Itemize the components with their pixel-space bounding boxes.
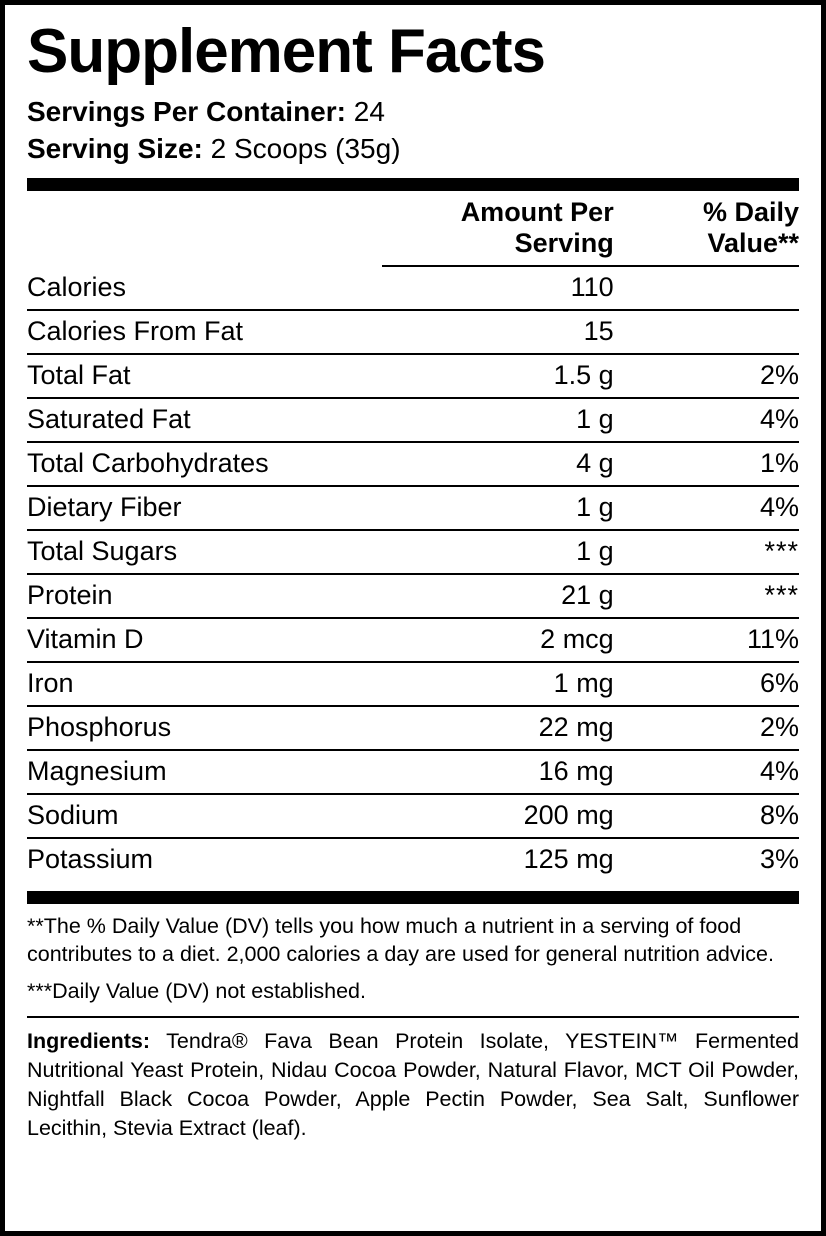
nutrient-name: Iron [27,662,382,706]
servings-per-container-value: 24 [353,96,385,128]
nutrient-name: Total Carbohydrates [27,442,382,486]
column-header-name [27,191,382,266]
nutrient-daily-value: 1% [614,442,799,486]
page-title: Supplement Facts [27,17,545,86]
nutrient-amount: 22 mg [382,706,614,750]
table-row [27,530,799,574]
nutrient-name: Total Sugars [27,530,382,574]
nutrient-daily-value: 3% [759,844,799,874]
serving-size-value: 2 Scoops (35g) [210,133,401,165]
nutrient-daily-value [614,310,799,354]
ingredients-label: Ingredients: [27,1028,151,1053]
nutrient-name: Calories [27,266,382,310]
column-header-amount: Amount Per Serving [382,191,614,266]
table-row [27,442,799,486]
nutrient-amount: 4 g [382,442,614,486]
table-row [27,662,799,706]
nutrient-daily-value: *** [614,574,799,618]
table-row [27,750,799,794]
table-row [27,574,799,618]
nutrient-daily-value: 2% [614,706,799,750]
nutrient-daily-value: 4% [614,486,799,530]
nutrient-name: Phosphorus [27,706,382,750]
nutrient-name: Vitamin D [27,618,382,662]
table-row [27,706,799,750]
nutrient-name: Calories From Fat [27,310,382,354]
table-row [27,486,799,530]
nutrient-daily-value: 6% [614,662,799,706]
column-header-daily-value: % Daily Value** [614,191,799,266]
serving-size-label: Serving Size: [27,133,203,165]
nutrient-daily-value: 2% [614,354,799,398]
nutrient-amount: 1 mg [382,662,614,706]
table-header-row [27,191,799,266]
ingredients-text: Tendra® Fava Bean Protein Isolate, YESTEIN™ Fermented Nutritional Yeast Protein, Nidau Cocoa Powder, Natural Flavor, MCT Oil Powder, Nightfall Black Cocoa Powder, Apple Pectin Powder, Sea Salt, Sunflower Lecithin, Stevia Extract (leaf). [27,1028,799,1140]
table-row [27,354,799,398]
ingredients-block [27,1027,799,1143]
nutrient-name: Sodium [27,794,382,838]
nutrient-name: Total Fat [27,354,382,398]
table-row [27,838,799,881]
nutrient-amount: 21 g [382,574,614,618]
nutrient-amount: 125 mg [523,844,614,874]
footnote-daily-value: **The % Daily Value (DV) tells you how much a nutrient in a serving of food contributes to a diet. 2,000 calories a day are used for general nutrition advice. [27,914,774,966]
divider-thick-top [27,178,799,191]
servings-per-container-label: Servings Per Container: [27,96,346,128]
table-row [27,618,799,662]
nutrient-daily-value: 4% [614,750,799,794]
nutrient-daily-value: *** [614,530,799,574]
divider-thin-ingredients [27,1016,799,1018]
nutrient-amount: 1.5 g [382,354,614,398]
nutrient-amount: 1 g [382,530,614,574]
nutrient-amount: 1 g [382,398,614,442]
serving-size [27,131,799,168]
table-row [27,794,799,838]
nutrient-amount: 1 g [382,486,614,530]
nutrient-name: Potassium [27,844,154,874]
nutrient-amount: 16 mg [382,750,614,794]
divider-thick-bottom [27,891,799,904]
nutrition-table [27,191,799,881]
nutrient-daily-value: 11% [614,618,799,662]
nutrient-name: Saturated Fat [27,398,382,442]
table-row [27,266,799,310]
table-row [27,310,799,354]
servings-per-container [27,94,799,131]
footnote-not-established: ***Daily Value (DV) not established. [27,978,366,1003]
nutrient-daily-value [614,266,799,310]
table-row [27,398,799,442]
nutrient-amount: 200 mg [382,794,614,838]
nutrient-amount: 2 mcg [382,618,614,662]
nutrient-amount: 15 [382,310,614,354]
nutrient-name: Magnesium [27,750,382,794]
nutrient-daily-value: 8% [614,794,799,838]
nutrient-name: Dietary Fiber [27,486,382,530]
nutrition-table-body [27,266,799,881]
nutrient-daily-value: 4% [614,398,799,442]
nutrient-name: Protein [27,574,382,618]
nutrient-amount: 110 [382,266,614,310]
